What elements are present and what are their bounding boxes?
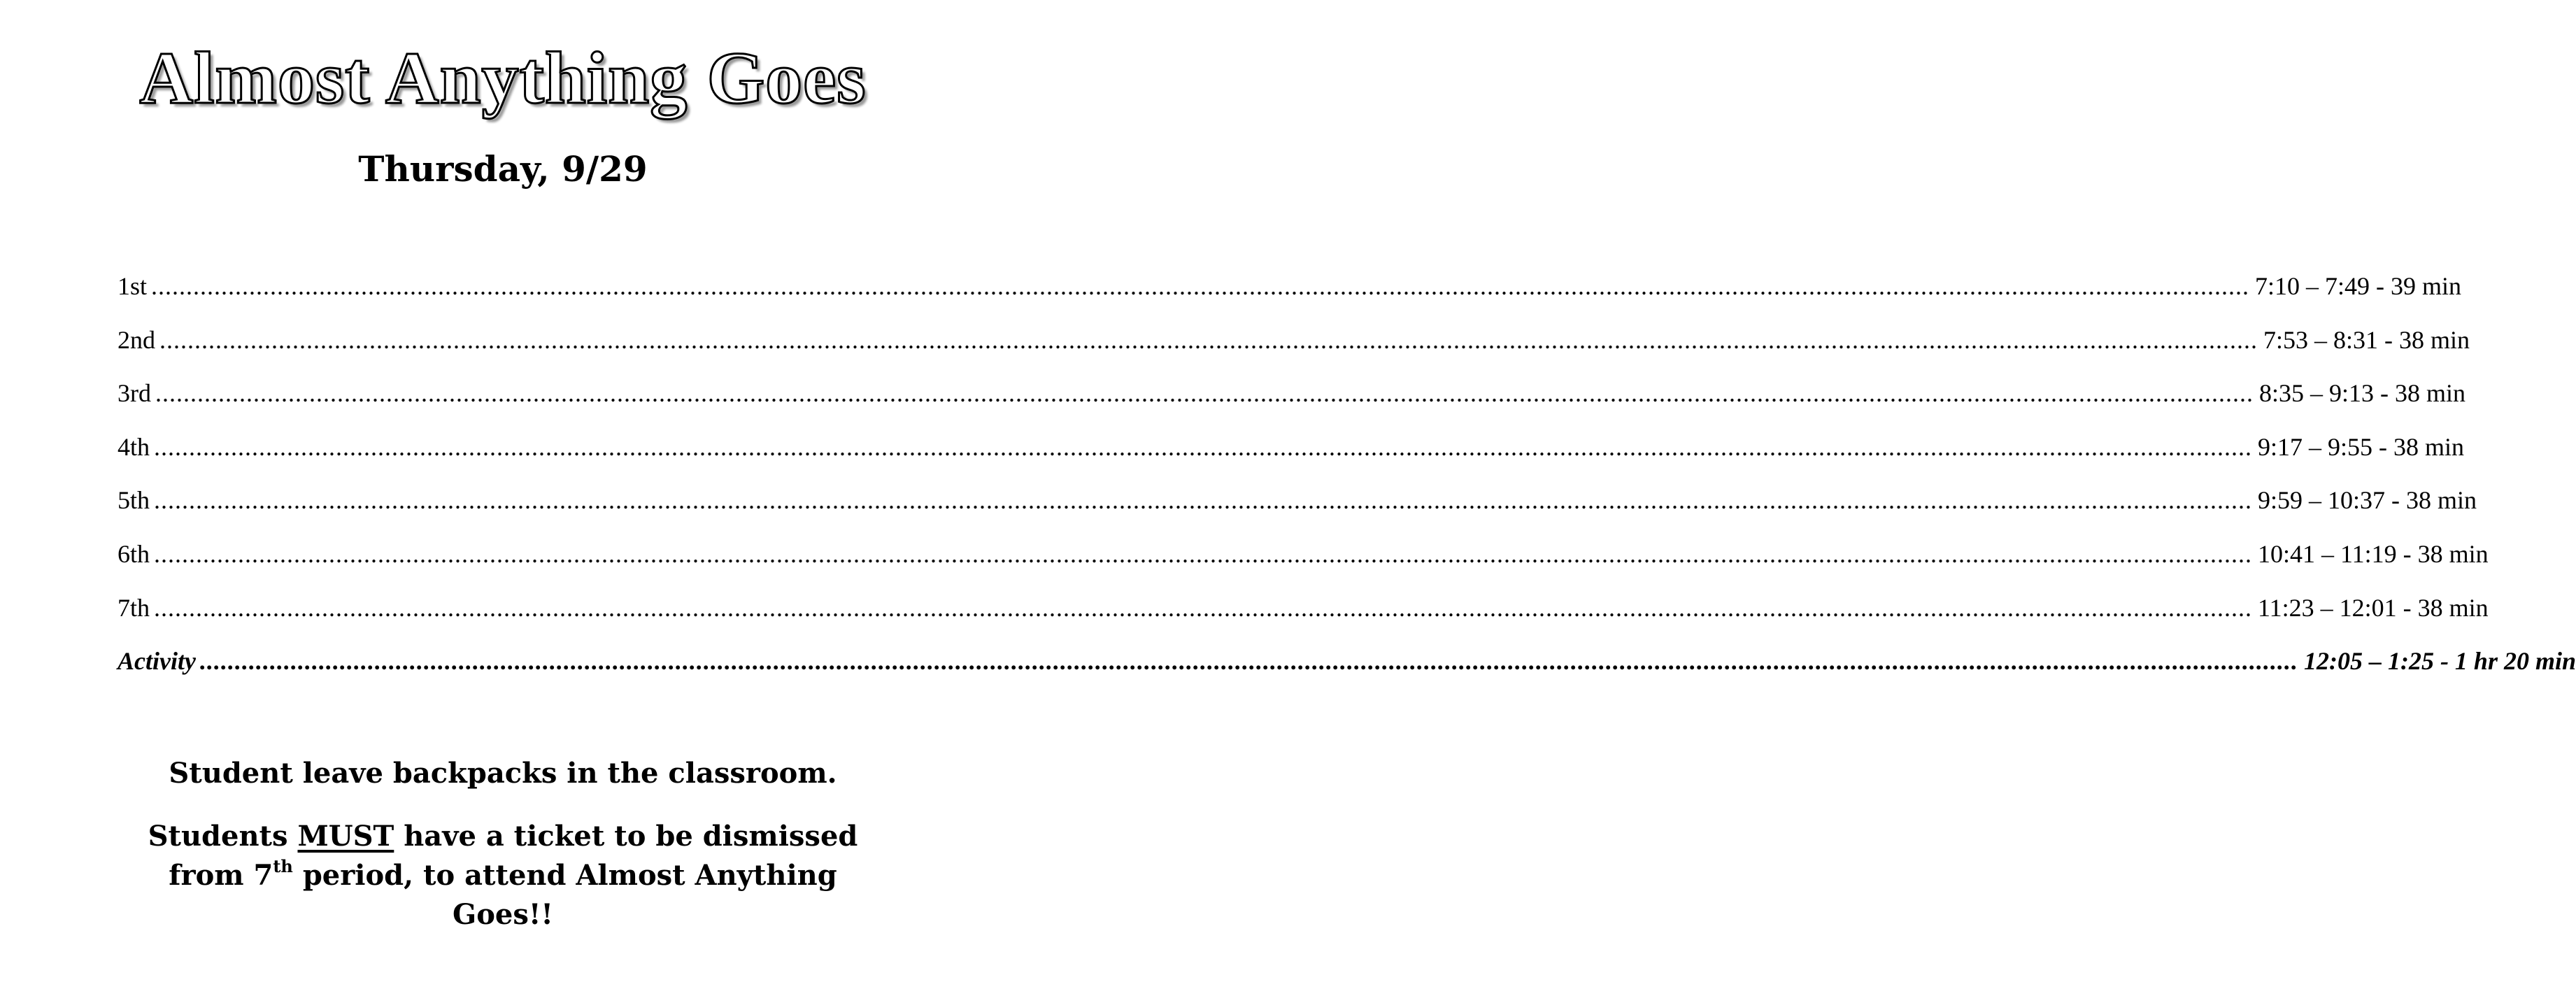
schedule-row xyxy=(118,484,2477,538)
period-time: 10:41 – 11:19 - 38 min xyxy=(2258,539,2489,568)
period-time: 9:59 – 10:37 - 38 min xyxy=(2258,486,2477,515)
period-label: Activity xyxy=(118,647,196,676)
ticket-notice-line-2 xyxy=(0,856,1006,895)
event-title: Almost Anything Goes xyxy=(139,37,867,119)
dot-leader: ............................................................................................................................................................................................................................................................................................................ xyxy=(154,486,2253,515)
ticket-notice-line-3 xyxy=(0,895,1006,934)
dot-leader: ............................................................................................................................................................................................................................................................................................................ xyxy=(154,593,2253,622)
period-label: 1st xyxy=(118,272,148,300)
ticket-notice xyxy=(0,817,1006,934)
period-label: 5th xyxy=(118,486,150,515)
period-label: 7th xyxy=(118,593,150,622)
schedule-row xyxy=(118,270,2462,324)
period-time: 8:35 – 9:13 - 38 min xyxy=(2259,379,2465,408)
event-date: Thursday, 9/29 xyxy=(358,148,648,190)
period-time: 7:10 – 7:49 - 39 min xyxy=(2255,272,2462,300)
period-label: 3rd xyxy=(118,379,151,408)
must-emphasis: MUST xyxy=(297,820,394,853)
schedule-row xyxy=(118,377,2465,431)
dot-leader: ............................................................................................................................................................................................................................................................................................................ xyxy=(159,325,2258,354)
schedule-row xyxy=(118,538,2489,592)
ticket-notice-text: Goes!! xyxy=(453,898,553,931)
period-time: 11:23 – 12:01 - 38 min xyxy=(2258,593,2489,622)
ticket-notice-line-1 xyxy=(0,817,1006,856)
ticket-notice-text: have a ticket to be dismissed xyxy=(394,820,858,853)
schedule-row xyxy=(118,431,2465,485)
period-time: 12:05 – 1:25 - 1 hr 20 min xyxy=(2303,647,2576,676)
bell-schedule xyxy=(118,270,2576,699)
dot-leader: ............................................................................................................................................................................................................................................................................................................ xyxy=(151,272,2250,300)
ordinal-superscript: th xyxy=(273,856,293,876)
schedule-row-activity xyxy=(118,645,2576,699)
backpack-notice: Student leave backpacks in the classroom. xyxy=(169,757,837,790)
period-time: 9:17 – 9:55 - 38 min xyxy=(2258,432,2465,461)
dot-leader: ............................................................................................................................................................................................................................................................................................................ xyxy=(199,647,2298,676)
schedule-row xyxy=(118,592,2489,646)
period-label: 2nd xyxy=(118,325,155,354)
dot-leader: ............................................................................................................................................................................................................................................................................................................ xyxy=(154,432,2253,461)
dot-leader: ............................................................................................................................................................................................................................................................................................................ xyxy=(155,379,2254,408)
period-label: 4th xyxy=(118,432,150,461)
ticket-notice-text: from 7 xyxy=(169,859,273,892)
period-label: 6th xyxy=(118,539,150,568)
period-time: 7:53 – 8:31 - 38 min xyxy=(2263,325,2470,354)
ticket-notice-text: Students xyxy=(148,820,298,853)
schedule-row xyxy=(118,324,2470,378)
ticket-notice-text: period, to attend Almost Anything xyxy=(292,859,837,892)
dot-leader: ............................................................................................................................................................................................................................................................................................................ xyxy=(154,539,2253,568)
